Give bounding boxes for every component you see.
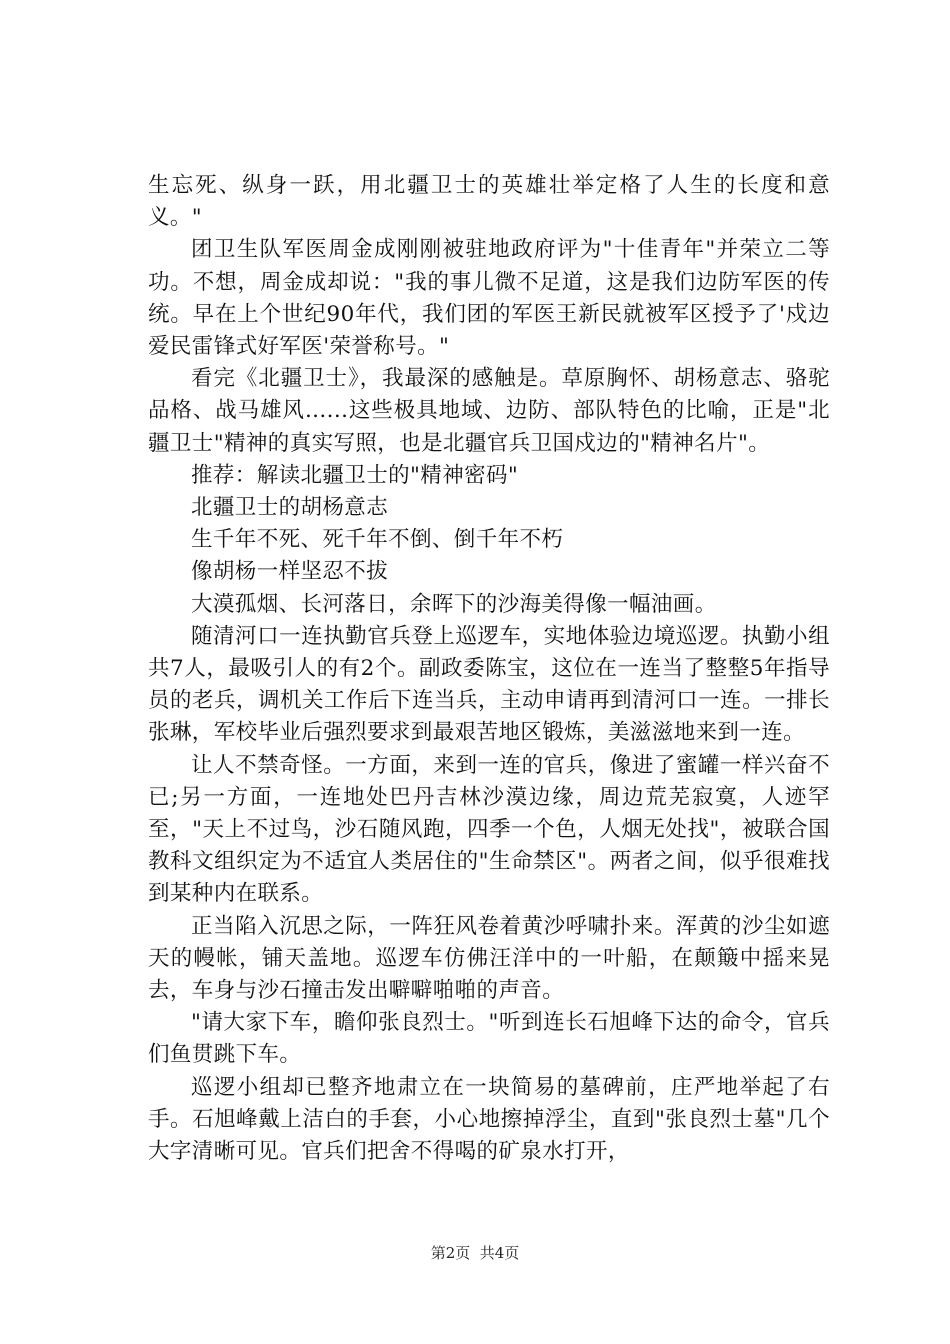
paragraph-heading: 推荐：解读北疆卫士的"精神密码" <box>191 462 519 488</box>
paragraph: "请大家下车，瞻仰张良烈士。"听到连长石旭峰下达的命令，官兵们鱼贯跳下车。 <box>148 1010 830 1068</box>
page-footer <box>0 1242 950 1263</box>
paragraph-heading: 像胡杨一样坚忍不拔 <box>191 559 389 585</box>
paragraph: 巡逻小组却已整齐地肃立在一块简易的墓碑前，庄严地举起了右手。石旭峰戴上洁白的手套，小心地擦掉浮尘，直到"张良烈士墓"几个大字清晰可见。官兵们把舍不得喝的矿泉水打开， <box>148 1074 830 1165</box>
paragraph: 看完《北疆卫士》，我最深的感触是。草原胸怀、胡杨意志、骆驼品格、战马雄风......这些极具地域、边防、部队特色的比喻，正是"北疆卫士"精神的真实写照，也是北疆官兵卫国戍边的"精神名片"。 <box>148 366 830 456</box>
paragraph: 正当陷入沉思之际，一阵狂风卷着黄沙呼啸扑来。浑黄的沙尘如遮天的幔帐，铺天盖地。巡逻车仿佛汪洋中的一叶船，在颠簸中摇来晃去，车身与沙石撞击发出噼噼啪啪的声音。 <box>148 913 830 1004</box>
page-number-label: 第2页 共4页 <box>430 1244 520 1262</box>
paragraph: 团卫生队军医周金成刚刚被驻地政府评为"十佳青年"并荣立二等功。不想，周金成却说："我的事儿微不足道，这是我们边防军医的传统。早在上个世纪90年代，我们团的军医王新民就被军区授予了'戍边爱民雷锋式好军医'荣誉称号。" <box>148 237 830 360</box>
paragraph-heading: 北疆卫士的胡杨意志 <box>191 495 389 521</box>
document-body <box>148 170 830 1168</box>
paragraph: 让人不禁奇怪。一方面，来到一连的官兵，像进了蜜罐一样兴奋不已;另一方面，一连地处巴丹吉林沙漠边缘，周边荒芜寂寞，人迹罕至，"天上不过鸟，沙石随风跑，四季一个色，人烟无处找"，被联合国教科文组织定为不适宜人类居住的"生命禁区"。两者之间，似乎很难找到某种内在联系。 <box>148 752 830 907</box>
paragraph: 随清河口一连执勤官兵登上巡逻车，实地体验边境巡逻。执勤小组共7人，最吸引人的有2个。副政委陈宝，这位在一连当了整整5年指导员的老兵，调机关工作后下连当兵，主动申请再到清河口一连。一排长张琳，军校毕业后强烈要求到最艰苦地区锻炼，美滋滋地来到一连。 <box>148 623 830 746</box>
paragraph: 生忘死、纵身一跃，用北疆卫士的英雄壮举定格了人生的长度和意义。" <box>148 173 830 231</box>
paragraph: 大漠孤烟、长河落日，余晖下的沙海美得像一幅油画。 <box>191 591 717 617</box>
paragraph-heading: 生千年不死、死千年不倒、倒千年不朽 <box>191 527 564 553</box>
